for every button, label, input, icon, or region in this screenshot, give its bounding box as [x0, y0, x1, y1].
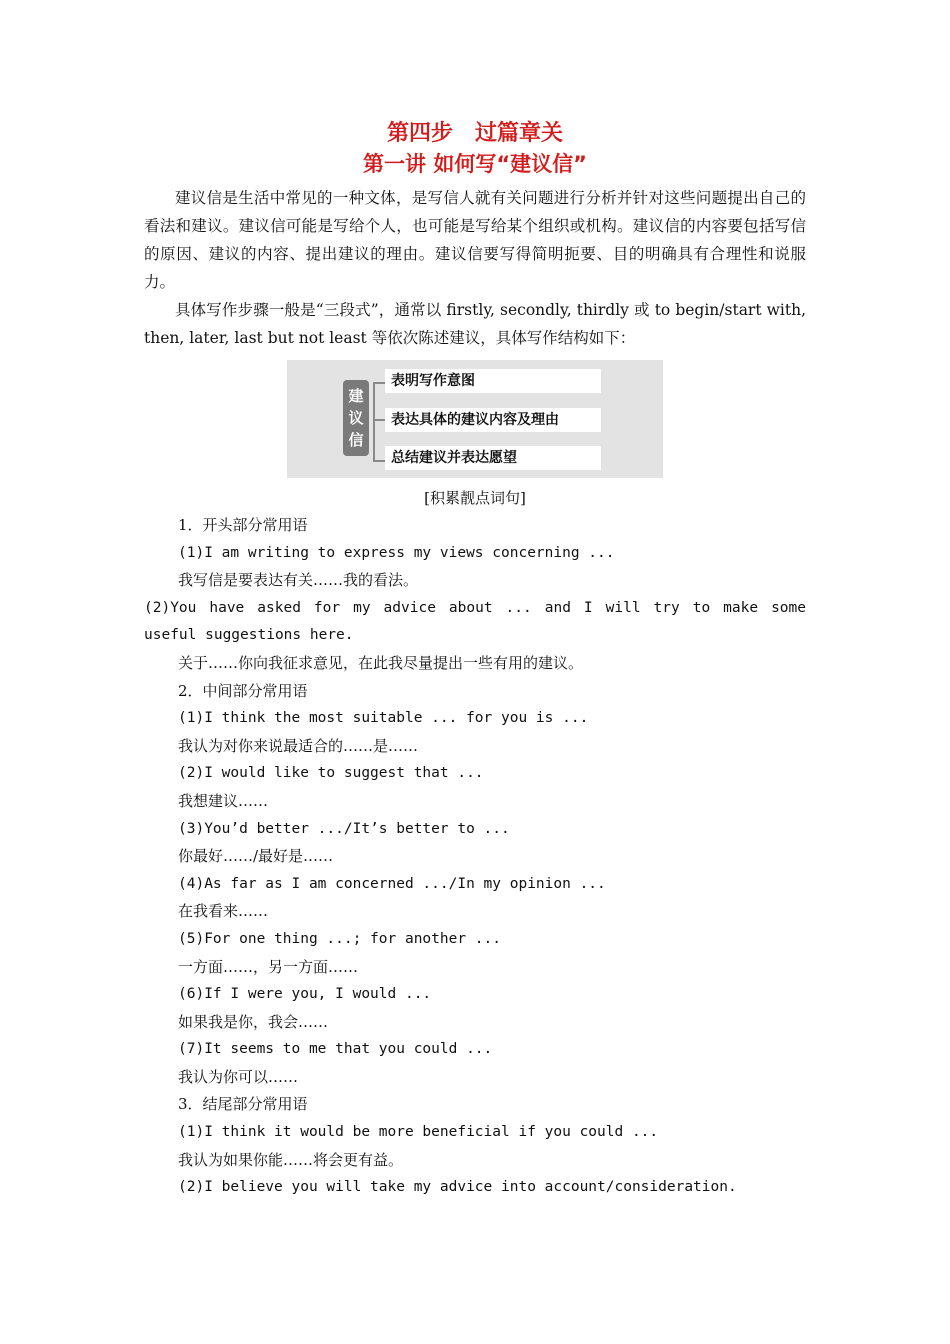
- section-heading: 2．中间部分常用语: [178, 681, 308, 700]
- page-title: 第四步 过篇章关: [386, 121, 563, 146]
- phrase-en: (1)I think it would be more beneficial if you could ...: [178, 1124, 659, 1141]
- phrase-zh: 我写信是要表达有关……我的看法。: [178, 571, 419, 590]
- diagram-box: 总结建议并表达愿望: [385, 446, 601, 470]
- section-heading: 3．结尾部分常用语: [178, 1095, 308, 1114]
- phrase-zh: 我认为如果你能……将会更有益。: [178, 1150, 404, 1169]
- phrase-en: (5)For one thing ...; for another ...: [178, 930, 502, 947]
- phrase-zh: 关于……你向我征求意见，在此我尽量提出一些有用的建议。: [178, 653, 584, 672]
- phrase-zh: 一方面……，另一方面……: [178, 957, 359, 976]
- phrase-en: (2)I believe you will take my advice into account/consideration.: [178, 1179, 737, 1196]
- structure-diagram: [287, 360, 663, 478]
- phrase-en: (2)I would like to suggest that ...: [178, 765, 484, 782]
- diagram-bracket-mid: [373, 419, 385, 421]
- phrase-zh: 如果我是你，我会……: [178, 1012, 329, 1031]
- diagram-box: 表明写作意图: [385, 369, 601, 393]
- phrase-zh: 我认为对你来说最适合的……是……: [178, 736, 419, 755]
- document-page: [144, 118, 806, 1202]
- phrase-zh: 你最好……/最好是……: [178, 847, 334, 866]
- page-subtitle: 第一讲 如何写“建议信”: [363, 152, 587, 176]
- section-caption: [积累靓点词句]: [424, 489, 526, 507]
- phrase-en: (7)It seems to me that you could ...: [178, 1041, 493, 1058]
- intro-paragraph: 建议信是生活中常见的一种文体，是写信人就有关问题进行分析并针对这些问题提出自己的看法和建议。建议信可能是写给个人，也可能是写给某个组织或机构。建议信的内容要包括写信的原因、建议的内容、提出建议的理由。建议信要写得简明扼要、目的明确具有合理性和说服力。: [144, 189, 806, 291]
- phrase-en: (6)If I were you, I would ...: [178, 986, 432, 1003]
- phrase-en: (1)I am writing to express my views concerning ...: [178, 544, 615, 561]
- intro-paragraph: 具体写作步骤一般是“三段式”，通常以 firstly, secondly, thirdly 或 to begin/start with, then, later, last but not least 等依次陈述建议，具体写作结构如下：: [144, 301, 806, 347]
- phrase-zh: 我想建议……: [178, 791, 269, 810]
- phrase-en: (4)As far as I am concerned .../In my opinion ...: [178, 875, 606, 892]
- phrase-en: (1)I think the most suitable ... for you is ...: [178, 710, 589, 727]
- diagram-box: 表达具体的建议内容及理由: [385, 408, 601, 432]
- phrase-en: (2)You have asked for my advice about ... and I will try to make some useful suggestions here.: [144, 599, 806, 644]
- phrase-en: (3)You’d better .../It’s better to ...: [178, 820, 510, 837]
- section-heading: 1．开头部分常用语: [178, 516, 308, 534]
- phrase-zh: 在我看来……: [178, 902, 269, 921]
- diagram-main-label: 建 议 信: [343, 380, 369, 456]
- phrase-zh: 我认为你可以……: [178, 1067, 299, 1086]
